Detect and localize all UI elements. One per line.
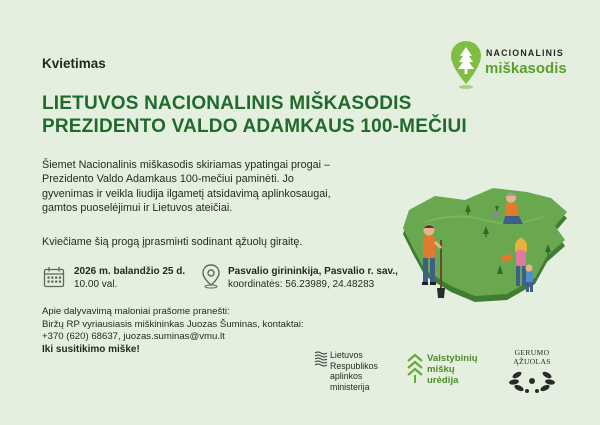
lithuania-map-planting-illustration <box>395 182 585 308</box>
gerumo-line: GERUMO <box>514 348 550 357</box>
vmu-line: urėdija <box>427 375 459 386</box>
page-title <box>42 92 472 138</box>
invite-text <box>42 236 382 248</box>
contact-info <box>42 306 362 356</box>
title-line-2: PREZIDENTO VALDO ADAMKAUS 100-MEČIUI <box>42 116 467 137</box>
ministry-line: Lietuvos <box>330 350 363 360</box>
nacionalinis-miskasodis-logo <box>448 40 578 92</box>
oak-wreath-icon <box>505 367 559 395</box>
event-coordinates-text: koordinatės: 56.23989, 24.48283 <box>228 279 375 290</box>
intro-paragraph <box>42 158 382 216</box>
event-place-text: Pasvalio girininkija, Pasvalio r. sav., <box>228 266 398 277</box>
title-line-1: LIETUVOS NACIONALINIS MIŠKASODIS <box>42 93 412 114</box>
event-time-text: 10.00 val. <box>74 279 118 290</box>
contact-phone-email: +370 (620) 68637, juozas.suminas@vmu.lt <box>42 331 225 343</box>
gerumo-azuolas-logo <box>505 349 559 395</box>
vmu-line: Valstybinių <box>427 353 478 364</box>
gerumo-line: ĄŽUOLAS <box>513 356 551 366</box>
intro-line: gamtos puoselėjimui ir Lietuvos ateičiai. <box>42 202 233 215</box>
ministry-line: aplinkos <box>330 371 363 381</box>
intro-line: Šiemet Nacionalinis miškasodis skiriamas ypatingai progai – <box>42 159 331 171</box>
location-pin-icon <box>200 263 222 289</box>
vmu-line: miškų <box>427 364 455 375</box>
intro-line: gyvenimas ir veikla liudija ilgametį atsidavimą aplinkosaugai, <box>42 187 331 200</box>
logo-main-line-1: NACIONALINIS <box>486 48 564 58</box>
invitation-kicker: Kvietimas <box>42 56 106 71</box>
calendar-icon <box>42 265 66 289</box>
contact-line-2: Biržų RP vyriausiasis miškininkas Juozas Šuminas, kontaktai: <box>42 318 304 330</box>
closing-line: Iki susitikimo miške! <box>42 343 140 355</box>
logo-main-line-2: miškasodis <box>485 60 567 77</box>
vmu-logo <box>405 353 497 393</box>
ministry-emblem-icon <box>314 350 328 390</box>
event-date-text: 2026 m. balandžio 25 d. <box>74 266 186 277</box>
intro-line: Prezidento Valdo Adamkaus 100-mečiui paminėti. Jo <box>42 173 294 186</box>
tree-pin-icon <box>450 40 482 90</box>
invite-line: Kviečiame šią progą įprasmінti sodinant ąžuolų giraitę. <box>42 236 303 248</box>
ministry-logo <box>314 350 404 390</box>
tree-arrows-icon <box>405 353 425 387</box>
ministry-line: Respublikos <box>330 360 378 371</box>
ministry-line: ministerija <box>330 381 370 392</box>
contact-line-1: Apie dalyvavimą maloniai prašome pranešti: <box>42 306 230 317</box>
